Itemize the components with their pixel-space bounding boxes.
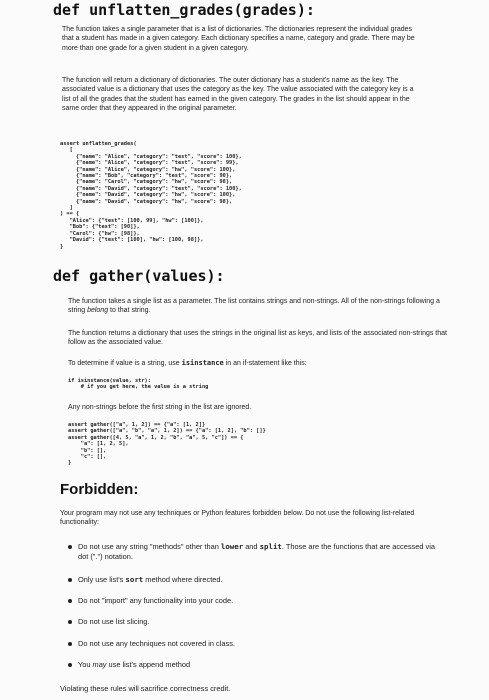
- forbidden-heading: Forbidden:: [60, 481, 139, 498]
- gather-description-1: The function takes a single list as a parameter. The list contains strings and non-strings. All of the non-strings following a string belong to that string.: [68, 298, 440, 315]
- rule-string-methods: Do not use any string "methods" other than lower and split. Those are the functions that are accessed via dot (".") notation.: [78, 542, 438, 562]
- unflatten-description-1: The function takes a single parameter that is a list of dictionaries. The dictionaries represent the individual grades that a student has made in a given category. Each dictionary specifies a name, category and grade. There may be more than one grade for a given student in a given category.: [62, 26, 415, 52]
- unflatten-example-code: assert unflatten_grades( [ {"name": "Alice", "category": "test", "score": 100}, {"name": "Alice", "category": "test", "score": 99}, {"name": "Alice", "category": "hw", "score": 100}, {"name": "Bob", "category": "test", "score": 90}, {"name": "Carol", "category": "hw", "score": 98}, {"name": "David", "category": "test", "score": 100}, {"name": "David", "category": "hw", "score": 100}, {"name": "David", "category": "hw", "score": 98}, ] ) == { "Alice": {"test": [100, 99], "hw": [100]}, "Bob": {"test": [90]}, "Carol": {"hw": [98]}, "David": {"test": [100], "hw": [100, 98]}, }: [60, 141, 242, 250]
- rule-import: Do not "import" any functionality into your code.: [78, 596, 438, 606]
- rule-slicing: Do not use list slicing.: [78, 617, 438, 627]
- rule-sort: Only use list's sort method where directed.: [78, 575, 438, 585]
- bullet-icon: [68, 545, 72, 549]
- forbidden-footer: Violating these rules will sacrifice correctness credit.: [60, 684, 231, 693]
- bullet-icon: [68, 642, 72, 646]
- bullet-icon: [68, 599, 72, 603]
- gather-description-4: Any non-strings before the first string in the list are ignored.: [68, 404, 252, 411]
- gather-heading: def gather(values):: [53, 267, 225, 285]
- isinstance-example-code: if isinstance(value, str): # if you get here, the value is a string: [68, 378, 209, 391]
- bullet-icon: [68, 620, 72, 624]
- rule-techniques: Do not use any techniques not covered in class.: [78, 639, 438, 649]
- bullet-icon: [68, 663, 72, 667]
- gather-example-code: assert gather(["a", 1, 2]) == {"a": [1, 2]} assert gather(["a", "b", "a", 1, 2]) == {"a": [1, 2], "b": []} assert gather([4, 5, "a", 1, 2, "b", "a", 5, "c"]) == { "a": [1, 2, 5], "b": [], "c": [], }: [68, 422, 266, 467]
- gather-description-2: The function returns a dictionary that uses the strings in the original list as keys, and lists of the associated non-strings that follow as the associated value.: [68, 330, 447, 347]
- gather-description-3: To determine if value is a string, use isinstance in an if-statement like this:: [68, 359, 307, 367]
- rule-append: You may use list's append method: [78, 660, 438, 670]
- unflatten-heading: def unflatten_grades(grades):: [53, 1, 315, 19]
- unflatten-description-2: The function will return a dictionary of dictionaries. The outer dictionary has a student's name as the key. The associated value is a dictionary that uses the category as the key. The value associated with the category key is a list of all the grades that the student has earned in the given category. The grades in the list should appear in the same order that they appeared in the original parameter.: [62, 77, 414, 112]
- bullet-icon: [68, 578, 72, 582]
- forbidden-intro: Your program may not use any techniques or Python features forbidden below. Do not use the following list-related functionality:: [60, 510, 415, 527]
